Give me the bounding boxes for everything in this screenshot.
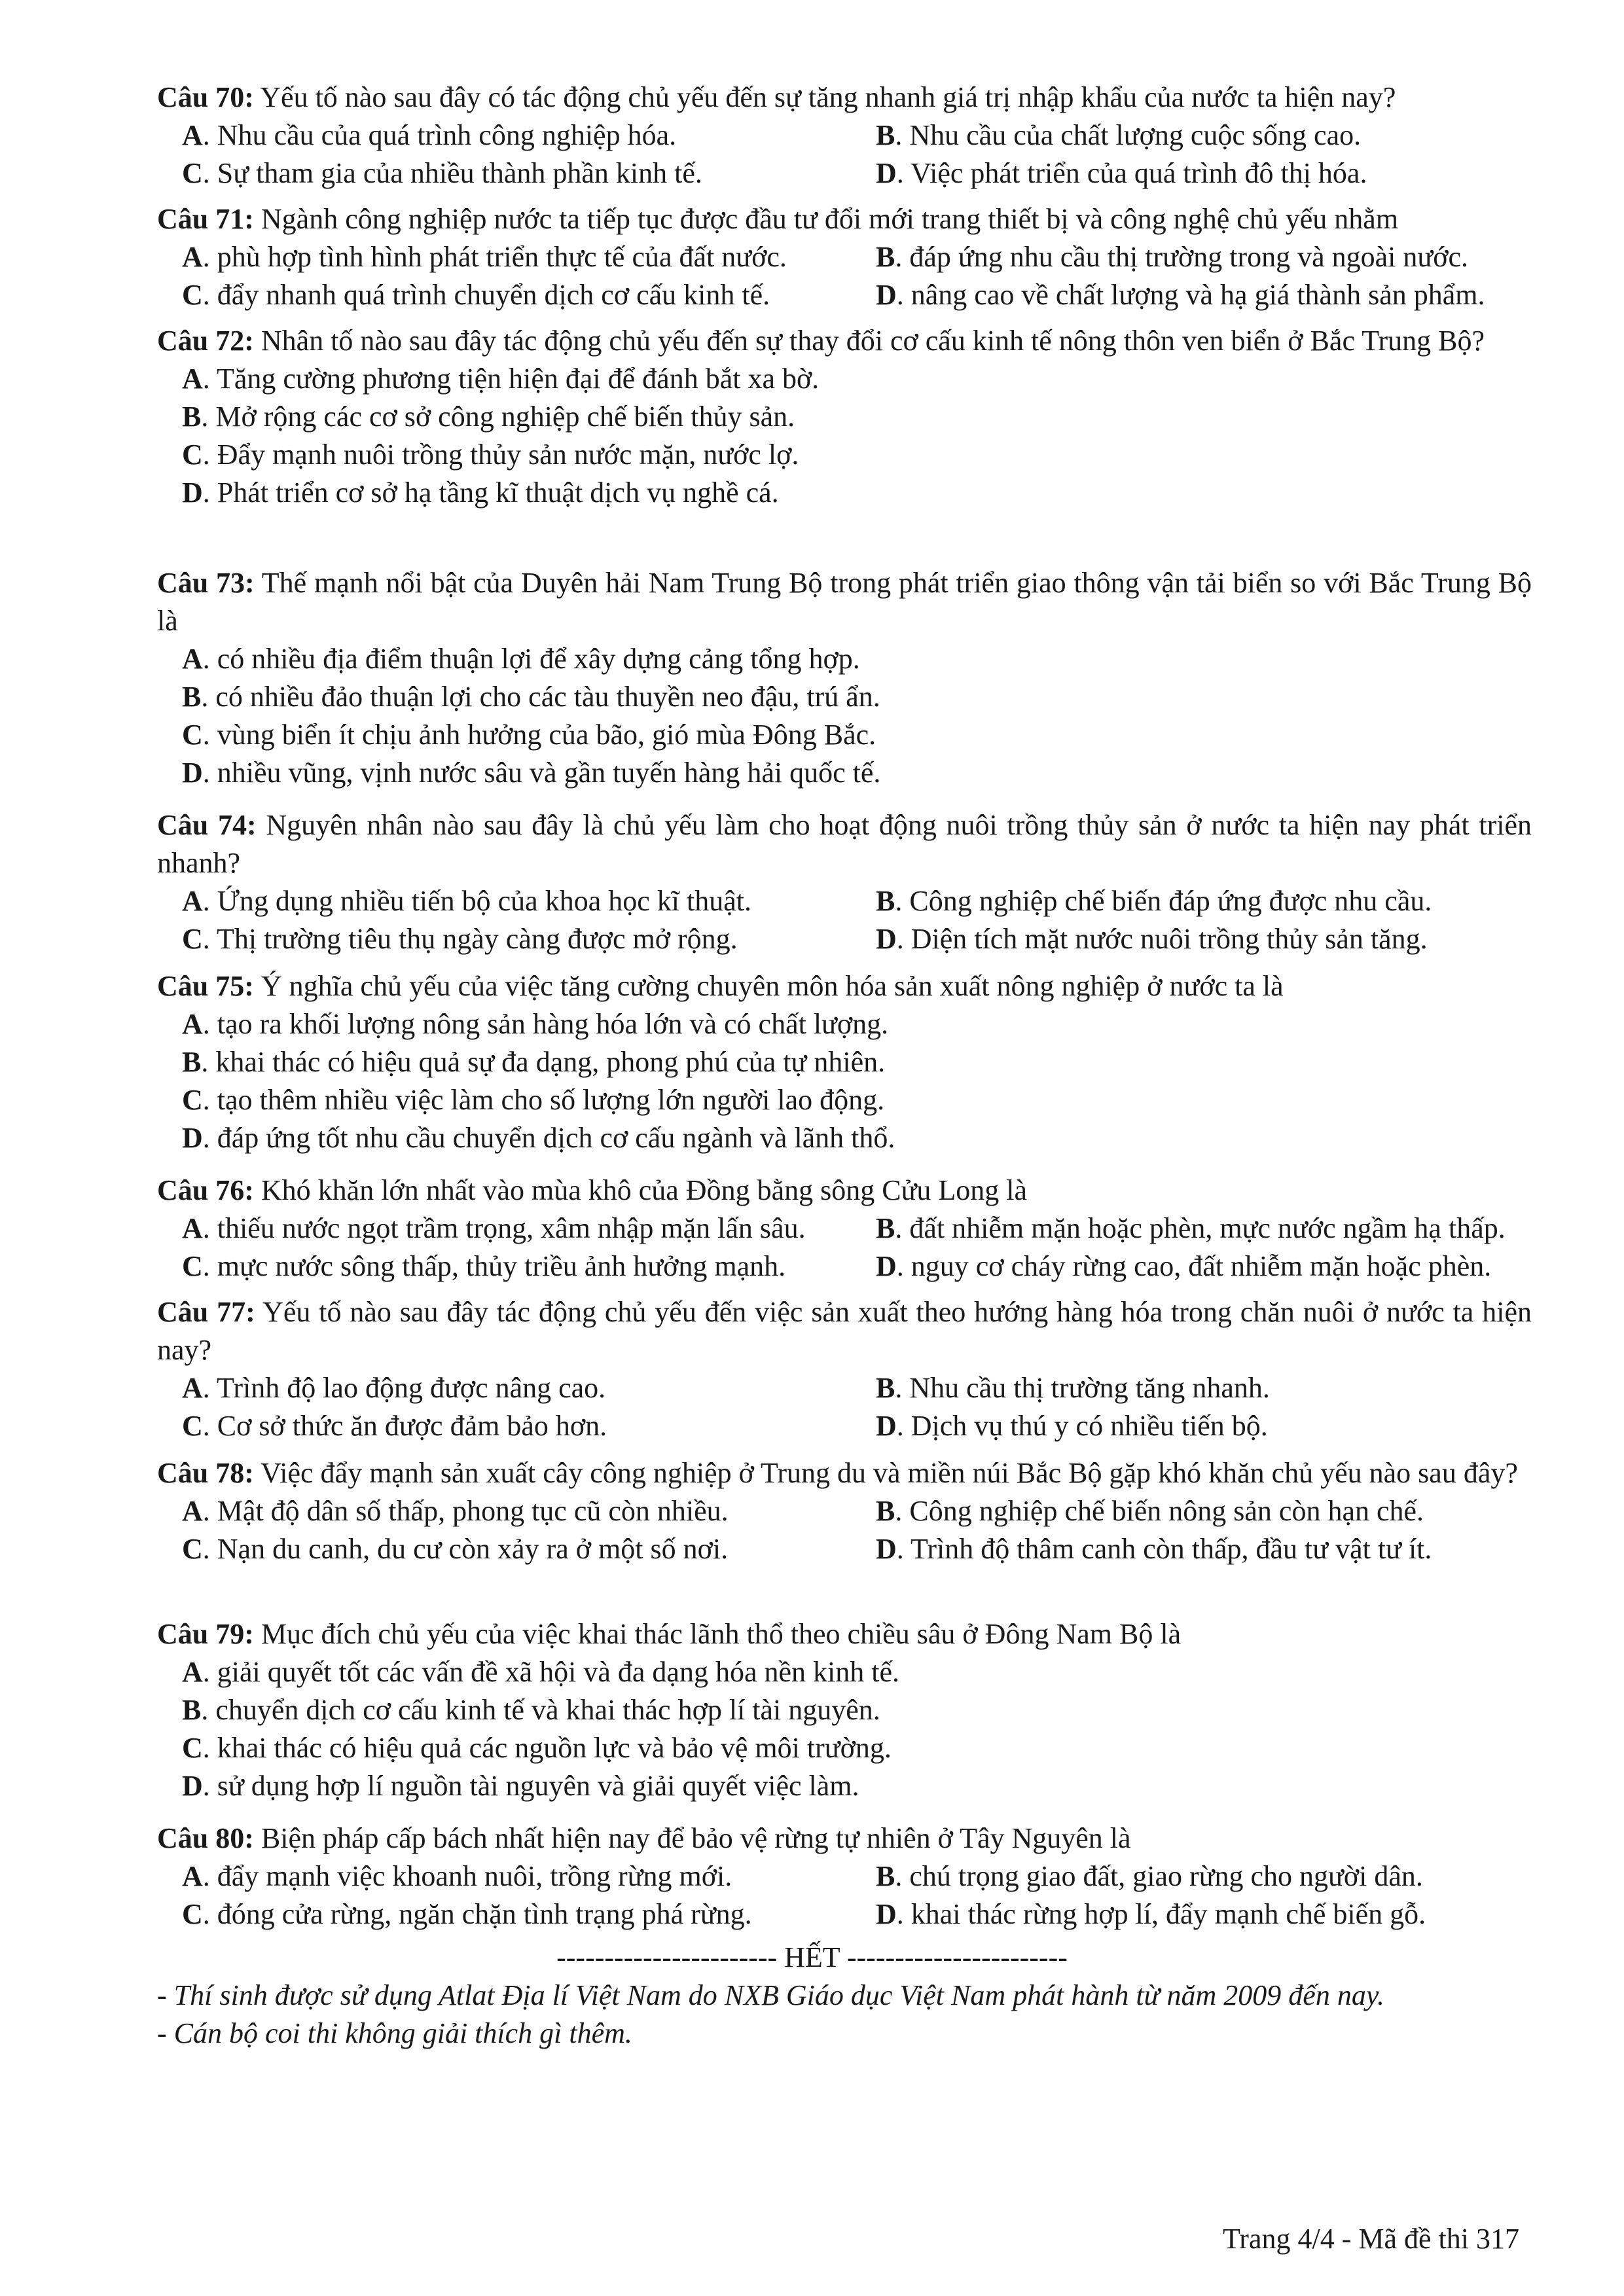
question-stem (157, 564, 1532, 640)
option-a[interactable] (157, 1005, 1532, 1043)
option-b[interactable] (157, 1691, 1532, 1729)
option-key: B (876, 1495, 895, 1527)
option-key: D (876, 157, 897, 189)
option-d[interactable] (157, 474, 1532, 512)
option-a[interactable] (182, 1210, 876, 1247)
question-number: Câu 73: (157, 567, 255, 599)
exam-notes (157, 1977, 1384, 2053)
option-a[interactable] (157, 360, 1532, 398)
option-text: . vùng biển ít chịu ảnh hưởng của bão, gió mùa Đông Bắc. (202, 719, 876, 751)
question-text: Ngành công nghiệp nước ta tiếp tục được đầu tư đổi mới trang thiết bị và công nghệ chủ yếu nhằm (261, 203, 1399, 235)
option-text: . Việc phát triển của quá trình đô thị hóa. (896, 157, 1367, 189)
option-key: A (182, 643, 203, 675)
option-d[interactable] (157, 1767, 1532, 1805)
question-stem (157, 1172, 1532, 1210)
option-text: . thiếu nước ngọt trầm trọng, xâm nhập mặn lấn sâu. (202, 1212, 806, 1244)
option-key: D (876, 1533, 897, 1565)
option-d[interactable] (876, 154, 1367, 192)
option-key: A (182, 1656, 203, 1688)
question-number: Câu 80: (157, 1822, 254, 1854)
option-key: A (182, 1860, 203, 1892)
option-text: . tạo thêm nhiều việc làm cho số lượng lớn người lao động. (202, 1084, 885, 1116)
option-d[interactable] (876, 920, 1428, 958)
question-number: Câu 76: (157, 1174, 254, 1206)
option-key: B (182, 681, 202, 713)
question-stem (157, 79, 1532, 117)
option-text: . Phát triển cơ sở hạ tầng kĩ thuật dịch vụ nghề cá. (202, 476, 779, 509)
option-key: D (182, 1770, 203, 1802)
note-proctor: - Cán bộ coi thi không giải thích gì thêm. (157, 2017, 632, 2049)
option-c[interactable] (157, 1081, 1532, 1119)
option-a[interactable] (157, 640, 1532, 678)
option-key: D (876, 923, 897, 955)
option-b[interactable] (157, 1043, 1532, 1081)
option-a[interactable] (182, 117, 876, 154)
option-key: A (182, 1008, 203, 1040)
option-text: . Ứng dụng nhiều tiến bộ của khoa học kĩ thuật. (202, 885, 751, 917)
question-74 (157, 806, 1532, 958)
option-text: . Nhu cầu của chất lượng cuộc sống cao. (895, 119, 1362, 151)
option-text: . khai thác rừng hợp lí, đẩy mạnh chế biến gỗ. (896, 1898, 1426, 1930)
option-c[interactable] (182, 920, 876, 958)
option-text: . Công nghiệp chế biến đáp ứng được nhu cầu. (895, 885, 1432, 917)
option-text: . phù hợp tình hình phát triển thực tế của đất nước. (202, 241, 787, 273)
option-d[interactable] (876, 1407, 1268, 1445)
option-text: . chú trọng giao đất, giao rừng cho người dân. (895, 1860, 1423, 1892)
option-text: . Nhu cầu của quá trình công nghiệp hóa. (202, 119, 677, 151)
question-text: Yếu tố nào sau đây có tác động chủ yếu đến sự tăng nhanh giá trị nhập khẩu của nước ta hiện nay? (260, 81, 1396, 113)
option-key: B (876, 241, 895, 273)
question-number: Câu 74: (157, 809, 257, 841)
option-key: D (876, 1898, 897, 1930)
question-70 (157, 79, 1532, 192)
option-text: . nhiều vũng, vịnh nước sâu và gần tuyến hàng hải quốc tế. (202, 757, 881, 789)
option-c[interactable] (182, 276, 876, 314)
option-a[interactable] (182, 1369, 876, 1407)
option-text: . nguy cơ cháy rừng cao, đất nhiễm mặn hoặc phèn. (896, 1250, 1492, 1282)
question-79 (157, 1615, 1532, 1805)
question-text: Yếu tố nào sau đây tác động chủ yếu đến việc sản xuất theo hướng hàng hóa trong chăn nuôi ở nước ta hiện nay? (157, 1296, 1532, 1366)
option-key: A (182, 119, 203, 151)
option-c[interactable] (182, 1895, 876, 1933)
option-text: . Tăng cường phương tiện hiện đại để đánh bắt xa bờ. (202, 363, 820, 395)
option-key: B (182, 1694, 202, 1726)
option-key: C (182, 1410, 203, 1442)
option-key: D (182, 1122, 203, 1154)
option-key: B (876, 885, 895, 917)
question-text: Nhân tố nào sau đây tác động chủ yếu đến sự thay đổi cơ cấu kinh tế nông thôn ven biển ở Bắc Trung Bộ? (261, 325, 1485, 357)
option-text: . Thị trường tiêu thụ ngày càng được mở rộng. (202, 923, 738, 955)
option-text: . sử dụng hợp lí nguồn tài nguyên và giải quyết việc làm. (202, 1770, 859, 1802)
question-stem (157, 1293, 1532, 1369)
option-b[interactable] (876, 1492, 1424, 1530)
option-c[interactable] (157, 436, 1532, 474)
option-text: . có nhiều đảo thuận lợi cho các tàu thuyền neo đậu, trú ẩn. (201, 681, 880, 713)
end-marker: ----------------------- HẾT ----------------------- (556, 1941, 1068, 1973)
page-footer: Trang 4/4 - Mã đề thi 317 (1222, 2223, 1519, 2255)
option-text: . Đẩy mạnh nuôi trồng thủy sản nước mặn, nước lợ. (202, 439, 799, 471)
option-key: B (876, 1212, 895, 1244)
note-atlas: - Thí sinh được sử dụng Atlat Địa lí Việt Nam do NXB Giáo dục Việt Nam phát hành từ năm 2009 đến nay. (157, 1979, 1384, 2011)
option-key: A (182, 363, 203, 395)
question-text: Biện pháp cấp bách nhất hiện nay để bảo vệ rừng tự nhiên ở Tây Nguyên là (261, 1822, 1131, 1854)
option-key: A (182, 1495, 203, 1527)
option-text: . Trình độ thâm canh còn thấp, đầu tư vật tư ít. (896, 1533, 1432, 1565)
option-text: . đáp ứng tốt nhu cầu chuyển dịch cơ cấu ngành và lãnh thổ. (202, 1122, 895, 1154)
question-number: Câu 79: (157, 1618, 254, 1650)
option-d[interactable] (157, 754, 1532, 792)
option-a[interactable] (182, 1857, 876, 1895)
question-75 (157, 967, 1532, 1157)
option-b[interactable] (876, 117, 1361, 154)
option-text: . chuyển dịch cơ cấu kinh tế và khai thác hợp lí tài nguyên. (201, 1694, 880, 1726)
option-text: . đất nhiễm mặn hoặc phèn, mực nước ngầm hạ thấp. (895, 1212, 1506, 1244)
option-b[interactable] (876, 882, 1432, 920)
option-b[interactable] (157, 398, 1532, 436)
option-key: C (182, 279, 203, 311)
option-text: . Sự tham gia của nhiều thành phần kinh tế. (202, 157, 702, 189)
option-text: . Mật độ dân số thấp, phong tục cũ còn nhiều. (202, 1495, 729, 1527)
option-b[interactable] (876, 238, 1468, 276)
option-c[interactable] (182, 154, 876, 192)
question-number: Câu 71: (157, 203, 254, 235)
option-text: . Công nghiệp chế biến nông sản còn hạn chế. (895, 1495, 1424, 1527)
option-d[interactable] (876, 1895, 1426, 1933)
option-text: . Diện tích mặt nước nuôi trồng thủy sản tăng. (896, 923, 1428, 955)
option-key: C (182, 923, 203, 955)
question-number: Câu 75: (157, 970, 254, 1002)
option-c[interactable] (182, 1247, 876, 1285)
option-key: C (182, 439, 203, 471)
question-stem (157, 967, 1532, 1005)
question-stem (157, 1615, 1532, 1653)
question-number: Câu 78: (157, 1457, 254, 1489)
option-key: C (182, 157, 203, 189)
option-a[interactable] (157, 1653, 1532, 1691)
option-b[interactable] (876, 1369, 1270, 1407)
option-text: . khai thác có hiệu quả các nguồn lực và bảo vệ môi trường. (202, 1732, 892, 1764)
question-number: Câu 77: (157, 1296, 255, 1328)
question-text: Nguyên nhân nào sau đây là chủ yếu làm cho hoạt động nuôi trồng thủy sản ở nước ta hiện nay phát triển nhanh? (157, 809, 1532, 879)
option-key: A (182, 885, 203, 917)
question-72 (157, 322, 1532, 512)
option-key: A (182, 241, 203, 273)
option-key: A (182, 1212, 203, 1244)
option-text: . đóng cửa rừng, ngăn chặn tình trạng phá rừng. (202, 1898, 752, 1930)
question-number: Câu 72: (157, 325, 254, 357)
option-key: C (182, 1732, 203, 1764)
option-text: . Nhu cầu thị trường tăng nhanh. (895, 1372, 1270, 1404)
option-a[interactable] (182, 1492, 876, 1530)
question-stem (157, 322, 1532, 360)
question-73 (157, 564, 1532, 792)
option-key: C (182, 1533, 203, 1565)
option-text: . tạo ra khối lượng nông sản hàng hóa lớn và có chất lượng. (202, 1008, 889, 1040)
option-key: B (182, 1046, 202, 1078)
question-text: Thế mạnh nổi bật của Duyên hải Nam Trung Bộ trong phát triển giao thông vận tải biển so với Bắc Trung Bộ là (157, 567, 1532, 637)
option-key: D (876, 1410, 897, 1442)
question-text: Mục đích chủ yếu của việc khai thác lãnh thổ theo chiều sâu ở Đông Nam Bộ là (261, 1618, 1182, 1650)
option-text: . Trình độ lao động được nâng cao. (202, 1372, 606, 1404)
option-key: B (876, 1372, 895, 1404)
option-b[interactable] (876, 1857, 1423, 1895)
option-text: . có nhiều địa điểm thuận lợi để xây dựng cảng tổng hợp. (202, 643, 860, 675)
option-text: . khai thác có hiệu quả sự đa dạng, phong phú của tự nhiên. (201, 1046, 886, 1078)
question-stem (157, 200, 1532, 238)
question-number: Câu 70: (157, 81, 254, 113)
question-78 (157, 1454, 1532, 1568)
option-key: C (182, 1250, 203, 1282)
option-c[interactable] (182, 1530, 876, 1568)
option-a[interactable] (182, 882, 876, 920)
option-key: C (182, 1898, 203, 1930)
option-text: . đáp ứng nhu cầu thị trường trong và ngoài nước. (895, 241, 1469, 273)
option-key: A (182, 1372, 203, 1404)
question-77 (157, 1293, 1532, 1445)
question-stem (157, 1820, 1532, 1857)
option-d[interactable] (876, 1530, 1432, 1568)
option-key: D (876, 1250, 897, 1282)
option-c[interactable] (182, 1407, 876, 1445)
option-text: . giải quyết tốt các vấn đề xã hội và đa dạng hóa nền kinh tế. (202, 1656, 899, 1688)
question-text: Ý nghĩa chủ yếu của việc tăng cường chuyên môn hóa sản xuất nông nghiệp ở nước ta là (261, 970, 1284, 1002)
option-a[interactable] (182, 238, 876, 276)
question-stem (157, 1454, 1532, 1492)
option-text: . nâng cao về chất lượng và hạ giá thành sản phẩm. (896, 279, 1485, 311)
question-text: Khó khăn lớn nhất vào mùa khô của Đồng bằng sông Cửu Long là (261, 1174, 1028, 1206)
option-text: . Nạn du canh, du cư còn xảy ra ở một số nơi. (202, 1533, 729, 1565)
option-text: . Dịch vụ thú y có nhiều tiến bộ. (896, 1410, 1268, 1442)
option-key: D (182, 757, 203, 789)
option-key: D (876, 279, 897, 311)
option-b[interactable] (876, 1210, 1506, 1247)
option-text: . mực nước sông thấp, thủy triều ảnh hưởng mạnh. (202, 1250, 786, 1282)
option-b[interactable] (157, 678, 1532, 716)
question-text: Việc đẩy mạnh sản xuất cây công nghiệp ở Trung du và miền núi Bắc Bộ gặp khó khăn chủ yếu nào sau đây? (261, 1457, 1518, 1489)
option-key: B (876, 1860, 895, 1892)
option-key: B (876, 119, 895, 151)
question-80 (157, 1820, 1532, 1933)
option-d[interactable] (876, 276, 1485, 314)
option-text: . đẩy nhanh quá trình chuyển dịch cơ cấu kinh tế. (202, 279, 770, 311)
option-c[interactable] (157, 716, 1532, 754)
option-key: C (182, 719, 203, 751)
option-text: . Cơ sở thức ăn được đảm bảo hơn. (202, 1410, 607, 1442)
option-key: B (182, 401, 202, 433)
question-71 (157, 200, 1532, 314)
option-key: C (182, 1084, 203, 1116)
option-c[interactable] (157, 1729, 1532, 1767)
option-text: . đẩy mạnh việc khoanh nuôi, trồng rừng mới. (202, 1860, 732, 1892)
option-text: . Mở rộng các cơ sở công nghiệp chế biến thủy sản. (201, 401, 795, 433)
question-76 (157, 1172, 1532, 1285)
option-key: D (182, 476, 203, 509)
option-d[interactable] (157, 1119, 1532, 1157)
question-stem (157, 806, 1532, 882)
option-d[interactable] (876, 1247, 1491, 1285)
